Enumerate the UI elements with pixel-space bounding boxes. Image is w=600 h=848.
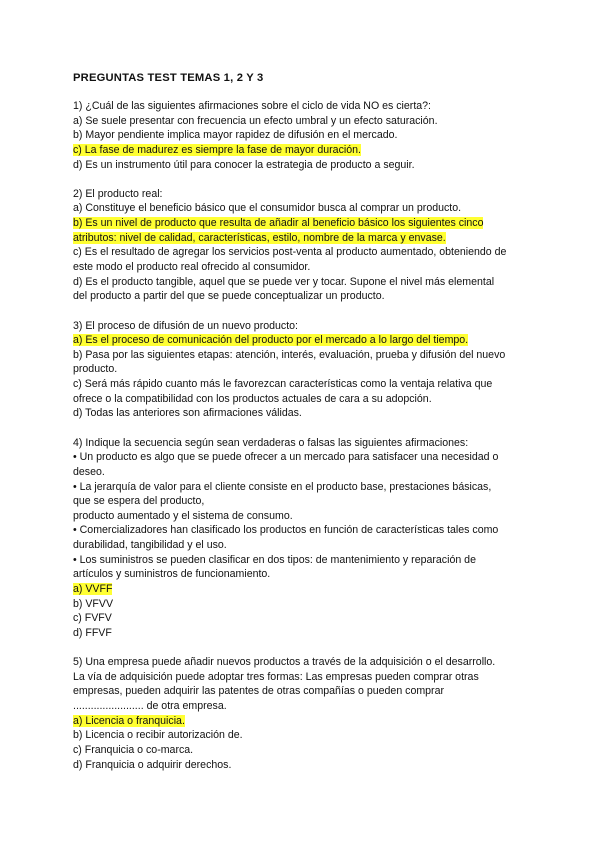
question-2 (73, 187, 533, 304)
line-text: c) FVFV (73, 612, 112, 625)
question-line (73, 626, 533, 641)
line-text: 1) ¿Cuál de las siguientes afirmaciones sobre el ciclo de vida NO es cierta?: (73, 100, 431, 112)
line-text: • Comercializadores han clasificado los productos en función de características tales como (73, 524, 499, 537)
question-line (73, 597, 533, 612)
question-line (73, 714, 533, 729)
highlighted-answer-text: a) Licencia o franquicia. (73, 714, 185, 727)
question-text (73, 436, 533, 451)
question-line (73, 406, 533, 421)
question-3 (73, 319, 533, 421)
line-text: b) Licencia o recibir autorización de. (73, 729, 243, 742)
question-line (73, 494, 533, 509)
question-line (73, 158, 533, 173)
question-line (73, 523, 533, 538)
question-line (73, 245, 533, 260)
questions-container (73, 99, 533, 787)
line-text: empresas, pueden adquirir las patentes de otras compañías o pueden comprar (73, 685, 445, 698)
line-text: 2) El producto real: (73, 187, 163, 200)
question-line (73, 743, 533, 758)
highlighted-answer-text: atributos: nivel de calidad, características, estilo, nombre de la marca y envase. (73, 231, 446, 244)
question-1 (73, 99, 533, 172)
question-text (73, 319, 533, 334)
question-line (73, 260, 533, 275)
question-text (73, 187, 533, 202)
line-text: 4) Indique la secuencia según sean verdaderas o falsas las siguientes afirmaciones: (73, 436, 469, 449)
line-text: c) Franquicia o co-marca. (73, 744, 194, 756)
question-line (73, 582, 533, 597)
question-line (73, 699, 533, 714)
line-text: producto. (73, 363, 118, 376)
line-text: d) FFVF (73, 626, 112, 639)
line-text: • Un producto es algo que se puede ofrecer a un mercado para satisfacer una necesidad o (73, 451, 499, 464)
question-text (73, 99, 533, 114)
document-title: PREGUNTAS TEST TEMAS 1, 2 Y 3 (73, 72, 264, 84)
highlighted-answer-text: b) Es un nivel de producto que resulta de añadir al beneficio básico los siguientes cinco (73, 217, 484, 230)
highlighted-answer-text: c) La fase de madurez es siempre la fase de mayor duración. (73, 143, 361, 156)
line-text: a) Se suele presentar con frecuencia un efecto umbral y un efecto saturación. (73, 114, 438, 127)
line-text: a) Constituye el beneficio básico que el consumidor busca al comprar un producto. (73, 202, 462, 215)
question-line (73, 611, 533, 626)
question-line (73, 348, 533, 363)
question-line (73, 289, 533, 304)
question-line (73, 684, 533, 699)
line-text: • Los suministros se pueden clasificar en dos tipos: de mantenimiento y reparación de (73, 553, 476, 566)
question-line (73, 465, 533, 480)
question-line (73, 216, 533, 231)
question-4 (73, 436, 533, 641)
question-line (73, 509, 533, 524)
question-line (73, 553, 533, 568)
question-line (73, 275, 533, 290)
line-text: artículos y suministros de funcionamiento. (73, 568, 271, 581)
question-line (73, 128, 533, 143)
question-line (73, 670, 533, 685)
line-text: durabilidad, tangibilidad y el uso. (73, 539, 227, 552)
line-text: c) Es el resultado de agregar los servicios post-venta al producto aumentado, obteniendo de (73, 246, 507, 259)
line-text: La vía de adquisición puede adoptar tres formas: Las empresas pueden comprar otras (73, 670, 479, 683)
question-line (73, 143, 533, 158)
highlighted-answer-text: a) VVFF (73, 583, 113, 595)
line-text: 5) Una empresa puede añadir nuevos productos a través de la adquisición o el desarrollo. (73, 656, 496, 669)
question-line (73, 201, 533, 216)
line-text: producto aumentado y el sistema de consumo. (73, 509, 293, 522)
highlighted-answer-text: a) Es el proceso de comunicación del producto por el mercado a lo largo del tiempo. (73, 334, 469, 347)
question-line (73, 567, 533, 582)
line-text: d) Es un instrumento útil para conocer la estrategia de producto a seguir. (73, 158, 415, 171)
question-text (73, 655, 533, 670)
line-text: b) Mayor pendiente implica mayor rapidez de difusión en el mercado. (73, 129, 398, 142)
line-text: ........................ de otra empresa. (73, 700, 227, 713)
question-line (73, 377, 533, 392)
question-line (73, 480, 533, 495)
question-line (73, 538, 533, 553)
question-line (73, 758, 533, 773)
line-text: b) Pasa por las siguientes etapas: atención, interés, evaluación, prueba y difusión del nuevo (73, 348, 506, 361)
line-text: c) Será más rápido cuanto más le favorezcan características como la ventaja relativa que (73, 378, 493, 391)
line-text: ofrece o la compatibilidad con los productos actuales de cara a su adopción. (73, 392, 432, 405)
question-5 (73, 655, 533, 772)
line-text: • La jerarquía de valor para el cliente consiste en el producto base, prestaciones básicas, (73, 480, 492, 493)
question-line (73, 362, 533, 377)
line-text: d) Todas las anteriores son afirmaciones válidas. (73, 407, 302, 420)
question-line (73, 114, 533, 129)
question-line (73, 728, 533, 743)
question-line (73, 392, 533, 407)
line-text: 3) El proceso de difusión de un nuevo producto: (73, 319, 298, 332)
question-line (73, 231, 533, 246)
line-text: d) Franquicia o adquirir derechos. (73, 758, 232, 771)
line-text: deseo. (73, 465, 105, 478)
line-text: b) VFVV (73, 597, 114, 610)
line-text: este modo el producto real ofrecido al consumidor. (73, 261, 311, 273)
question-line (73, 333, 533, 348)
line-text: que se espera del producto, (73, 495, 205, 508)
question-line (73, 450, 533, 465)
line-text: del producto a partir del que se puede conceptualizar un producto. (73, 290, 385, 303)
line-text: d) Es el producto tangible, aquel que se puede ver y tocar. Supone el nivel más elemental (73, 275, 495, 288)
